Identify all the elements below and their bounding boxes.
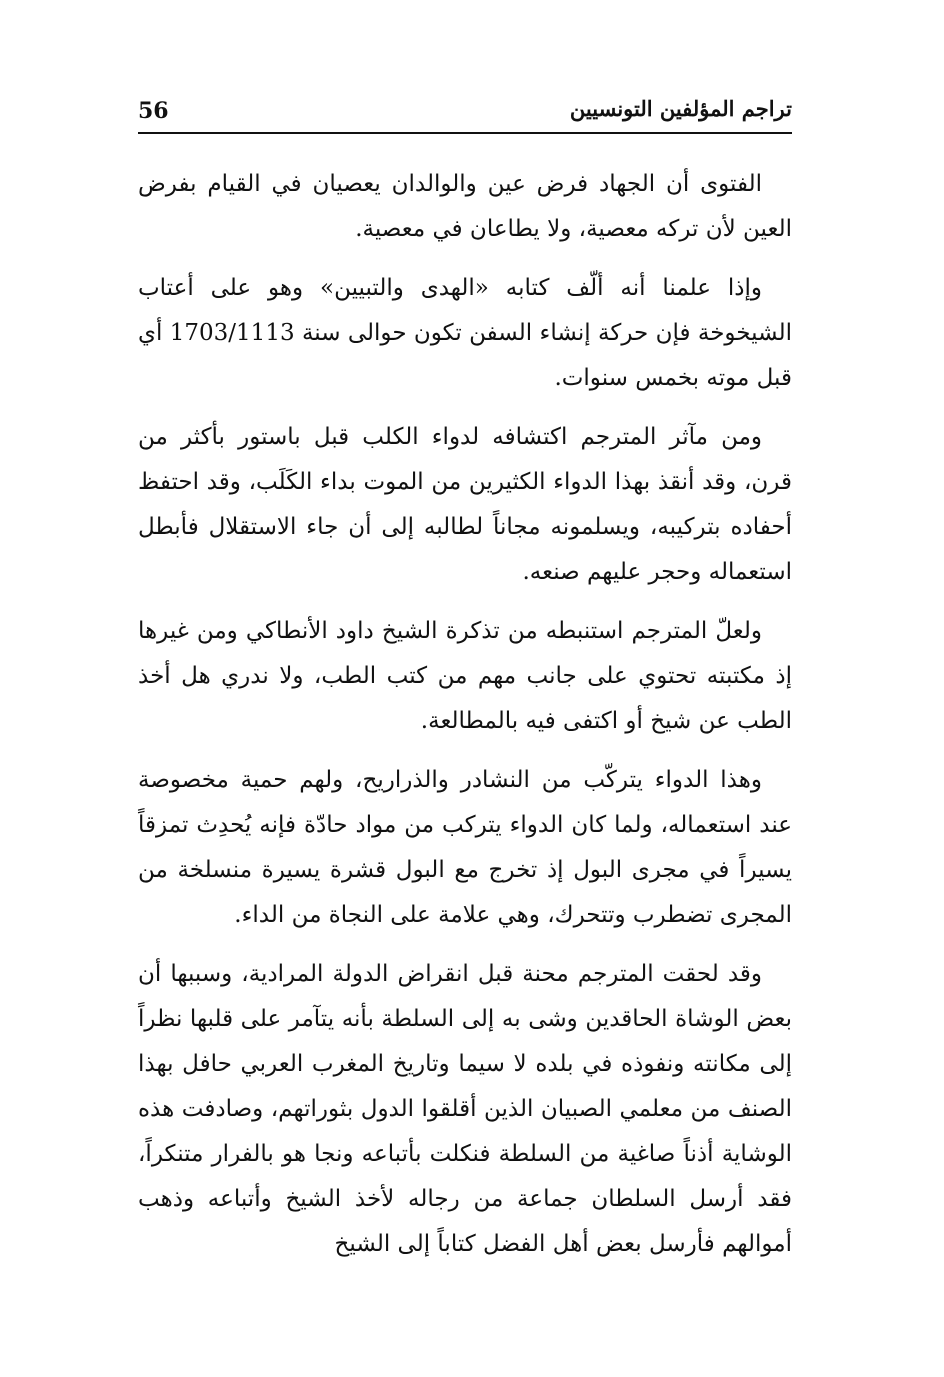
paragraph: وإذا علمنا أنه ألّف كتابه «الهدى والتبيين» وهو على أعتاب الشيخوخة فإن حركة إنشاء السفن تكون حوالى سنة 1703/1113 أي قبل موته بخمس سنوات. [138, 275, 792, 391]
paragraph: الفتوى أن الجهاد فرض عين والوالدان يعصيان في القيام بفرض العين لأن تركه معصية، ولا يطاعان في معصية. [138, 171, 792, 242]
page-header [138, 96, 792, 130]
page-number: 56 [138, 98, 169, 124]
paragraph: وقد لحقت المترجم محنة قبل انقراض الدولة المرادية، وسببها أن بعض الوشاة الحاقدين وشى به إلى السلطة بأنه يتآمر على قلبها نظراً إلى مكانته ونفوذه في بلده لا سيما وتاريخ المغرب العربي حافل بهذا الصنف من معلمي الصبيان الذين أقلقوا الدول بثوراتهم، وصادفت هذه الوشاية أذناً صاغية من السلطة فنكلت بأتباعه ونجا هو بالفرار متنكراً، فقد أرسل السلطان جماعة من رجاله لأخذ الشيخ وأتباعه وذهب أموالهم فأرسل بعض أهل الفضل كتاباً إلى الشيخ [138, 961, 792, 1257]
paragraph: ومن مآثر المترجم اكتشافه لدواء الكلب قبل باستور بأكثر من قرن، وقد أنقذ بهذا الدواء الكثيرين من الموت بداء الكَلَب، وقد احتفظ أحفاده بتركيبه، ويسلمونه مجاناً لطالبه إلى أن جاء الاستقلال فأبطل استعماله وحجر عليهم صنعه. [138, 424, 792, 585]
paragraph: ولعلّ المترجم استنبطه من تذكرة الشيخ داود الأنطاكي ومن غيرها إذ مكتبته تحتوي على جانب مهم من كتب الطب، ولا ندري هل أخذ الطب عن شيخ أو اكتفى فيه بالمطالعة. [138, 618, 792, 734]
header-rule [138, 132, 792, 134]
paragraph: وهذا الدواء يتركّب من النشادر والذراريح، ولهم حمية مخصوصة عند استعماله، ولما كان الدواء يتركب من مواد حادّة فإنه يُحدِث تمزقاً يسيراً في مجرى البول إذ تخرج مع البول قشرة يسيرة منسلخة من المجرى تضطرب وتتحرك، وهي علامة على النجاة من الداء. [138, 767, 792, 928]
running-title: تراجم المؤلفين التونسيين [569, 96, 792, 121]
body-text [138, 162, 792, 1267]
